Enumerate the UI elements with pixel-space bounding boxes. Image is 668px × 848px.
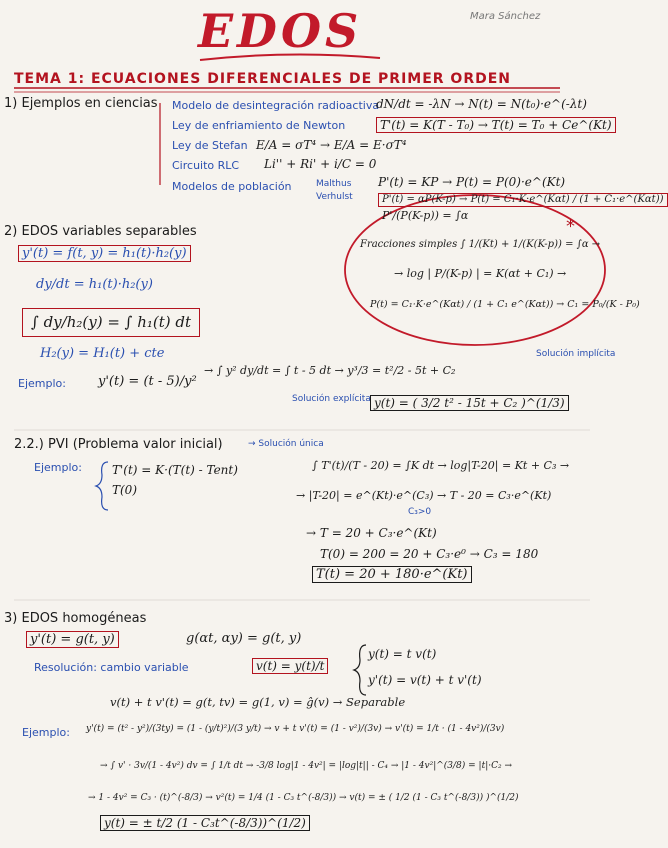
s2-eq2: dy/dt = h₁(t)·h₂(y) <box>36 277 153 292</box>
s22-line-2-note: C₃>0 <box>408 507 432 517</box>
s2-eq1: y'(t) = f(t, y) = h₁(t)·h₂(y) <box>18 245 191 262</box>
s1-item-eq: E/A = σT⁴ → E/A = E·σT⁴ <box>256 138 407 152</box>
s1-item-label: Ley de Stefan <box>172 139 248 152</box>
s2-ejemplo-eq: y'(t) = (t - 5)/y² <box>98 374 197 389</box>
s22-ejemplo-label: Ejemplo: <box>34 461 82 474</box>
s22-arrow-note: → Solución única <box>248 439 324 449</box>
s3-eq1: y'(t) = g(t, y) <box>26 631 119 648</box>
s3-sys2: y'(t) = v(t) + t v'(t) <box>368 673 482 687</box>
s22-line-1: ∫ T'(t)/(T - 20) = ∫K dt → log|T-20| = Kt + C₃ → <box>312 459 570 472</box>
malthus-label: Malthus <box>316 179 352 189</box>
s3-line-1: v(t) + t v'(t) = g(t, tv) = g(1, v) = ĝ(v) → Separable <box>110 695 406 709</box>
s22-line-3: → T = 20 + C₃·e^(Kt) <box>306 526 437 540</box>
sol-explicita: Solución explícita <box>292 394 371 404</box>
verhulst-eq: P'(t) = αP(K-p) → P(t) = C₁·K·e^(Kαt) / (1 + C₁·e^(Kαt)) <box>378 193 668 207</box>
s2-eq3: ∫ dy/h₂(y) = ∫ h₁(t) dt <box>22 308 200 337</box>
s1-item-label: Modelos de población <box>172 180 292 193</box>
s22-line-5: T(t) = 20 + 180·e^(Kt) <box>312 566 472 583</box>
circle-mark: * <box>566 216 575 237</box>
circle-line-2: Fracciones simples ∫ 1/(Kt) + 1/(K(K-p)) = ∫α → <box>360 239 601 250</box>
s1-item-label: Ley de enfriamiento de Newton <box>172 119 346 132</box>
verhulst-label: Verhulst <box>316 192 353 202</box>
s3-sys1: y(t) = t v(t) <box>368 647 437 661</box>
s3-line-3: → ∫ v' · 3v/(1 - 4v²) dv = ∫ 1/t dt → -3/8 log|1 - 4v²| = |log|t|| - C₄ → |1 - 4v²|^(3/8) = |t|·C₂ → <box>100 761 512 771</box>
sol-implicita: Solución implícita <box>536 349 616 359</box>
s1-item-label: Circuito RLC <box>172 159 240 172</box>
cv-brace <box>354 645 366 695</box>
s22-line-4: T(0) = 200 = 20 + C₃·e⁰ → C₃ = 180 <box>320 547 539 561</box>
author: Mara Sánchez <box>470 11 541 22</box>
s3-ejemplo-label: Ejemplo: <box>22 726 70 739</box>
s1-heading: 1) Ejemplos en ciencias <box>4 96 158 111</box>
s2-ejemplo-label: Ejemplo: <box>18 377 66 390</box>
s3-heading: 3) EDOS homogéneas <box>4 611 147 626</box>
circle-line-4: P(t) = C₁·K·e^(Kαt) / (1 + C₁ e^(Kαt)) → C₁ = P₀/(K - P₀) <box>370 299 640 310</box>
s22-sys1: T'(t) = K·(T(t) - Tent) <box>112 463 238 477</box>
page-title: EDOS <box>198 4 363 58</box>
circle-line-3: → log | P/(K-p) | = K(αt + C₁) → <box>394 267 567 280</box>
s3-eq2: g(αt, αy) = g(t, y) <box>186 631 302 646</box>
s1-item-eq: dN/dt = -λN → N(t) = N(t₀)·e^(-λt) <box>376 97 587 111</box>
s3-line-5: y(t) = ± t/2 (1 - C₃t^(-8/3))^(1/2) <box>100 815 310 831</box>
s2-heading: 2) EDOS variables separables <box>4 224 197 239</box>
s22-line-2: → |T-20| = e^(Kt)·e^(C₃) → T - 20 = C₃·e^(Kt) <box>296 489 552 502</box>
s1-item-label: Modelo de desintegración radioactiva <box>172 99 380 112</box>
s2-ejemplo-sol: → ∫ y² dy/dt = ∫ t - 5 dt → y³/3 = t²/2 - 5t + C₂ <box>204 364 456 377</box>
pvi-brace <box>96 462 108 510</box>
s2-eq4: H₂(y) = H₁(t) + cte <box>40 346 165 361</box>
s22-heading: 2.2.) PVI (Problema valor inicial) <box>14 437 223 452</box>
s3-line-2: y'(t) = (t² - y²)/(3ty) = (1 - (y/t)²)/(3 y/t) → v + t v'(t) = (1 - v²)/(3v) → v'(t) = 1/t · (1 - 4v²)/(3v) <box>86 724 505 734</box>
malthus-eq: P'(t) = KP → P(t) = P(0)·e^(Kt) <box>378 175 566 189</box>
s3-res-eq: v(t) = y(t)/t <box>252 658 328 674</box>
s3-res-label: Resolución: cambio variable <box>34 661 189 674</box>
topic-heading: TEMA 1: ECUACIONES DIFERENCIALES DE PRIMER ORDEN <box>14 71 512 87</box>
s1-item-eq: Li'' + Ri' + i/C = 0 <box>264 157 377 171</box>
s2-explicit-eq: y(t) = ( 3/2 t² - 15t + C₂ )^(1/3) <box>370 395 569 411</box>
s1-item-eq: T'(t) = K(T - T₀) → T(t) = T₀ + Ce^(Kt) <box>376 117 616 133</box>
circle-line-1: P'/(P(K-p)) = ∫α <box>382 209 469 222</box>
s22-sys2: T(0) <box>112 483 138 497</box>
s3-line-4: → 1 - 4v² = C₃ · (t)^(-8/3) → v²(t) = 1/4 (1 - C₃ t^(-8/3)) → v(t) = ± ( 1/2 (1 - C₃ t^(-8/3)) )^(1/2) <box>88 793 519 803</box>
